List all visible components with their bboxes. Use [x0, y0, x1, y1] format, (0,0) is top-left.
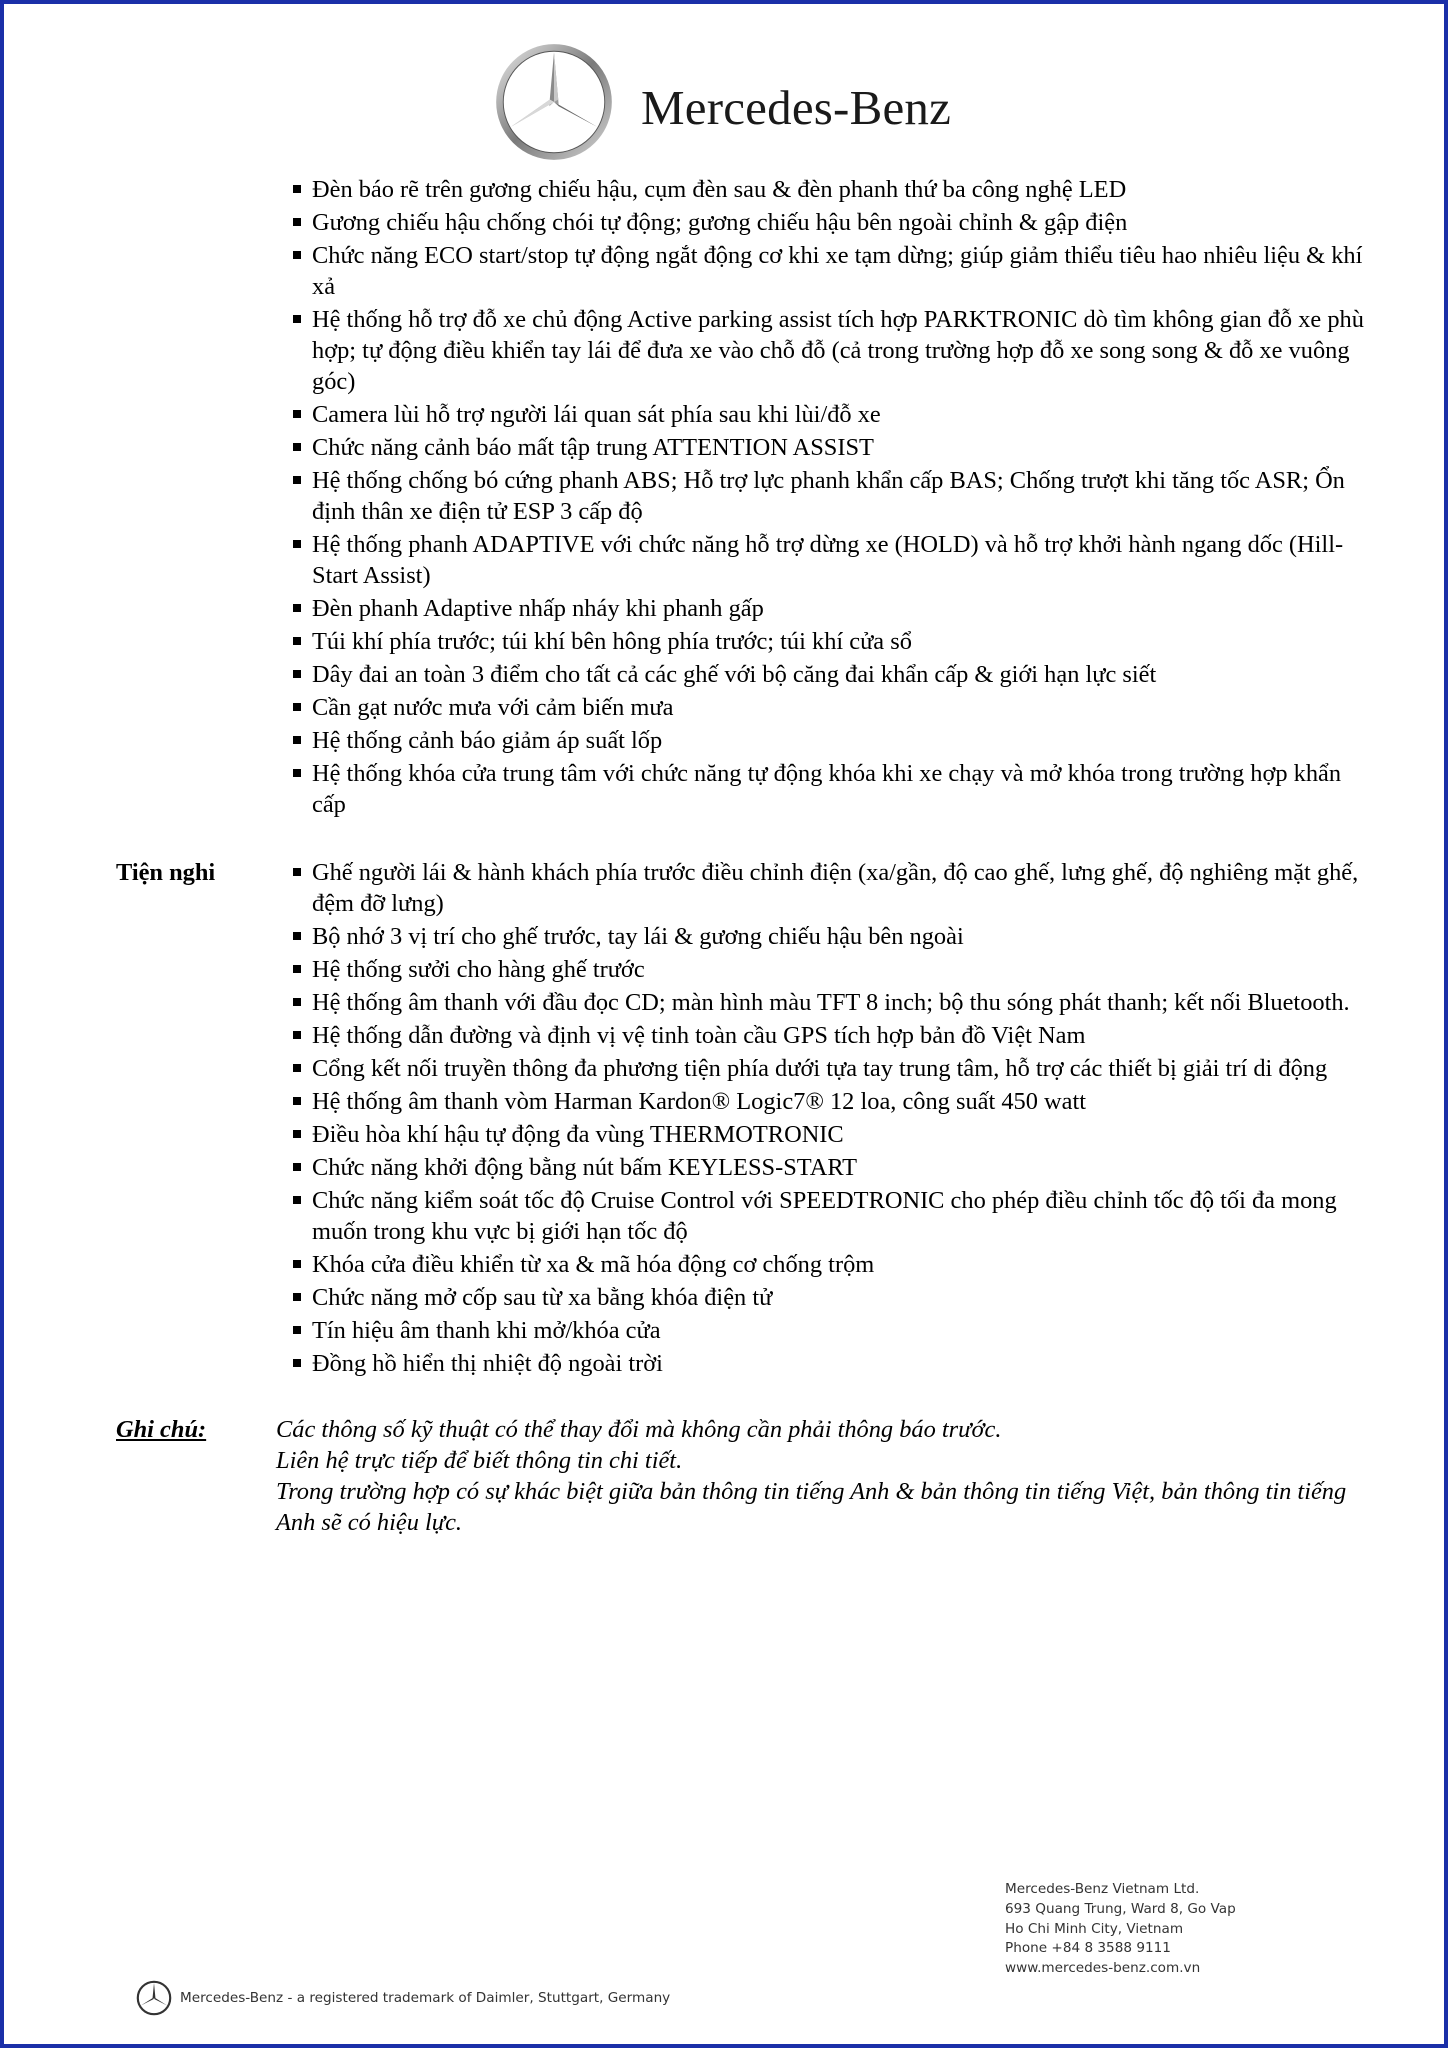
list-item: Bộ nhớ 3 vị trí cho ghế trước, tay lái & gương chiếu hậu bên ngoài [292, 921, 1372, 952]
comfort-section [116, 857, 1372, 1381]
list-item: Túi khí phía trước; túi khí bên hông phía trước; túi khí cửa sổ [292, 626, 1372, 657]
note-line: Trong trường hợp có sự khác biệt giữa bản thông tin tiếng Anh & bản thông tin tiếng Việt, bản thông tin tiếng Anh sẽ có hiệu lực. [276, 1478, 1347, 1536]
list-item: Hệ thống sưởi cho hàng ghế trước [292, 954, 1372, 985]
list-item: Chức năng cảnh báo mất tập trung ATTENTION ASSIST [292, 432, 1372, 463]
list-item: Dây đai an toàn 3 điểm cho tất cả các ghế với bộ căng đai khẩn cấp & giới hạn lực siết [292, 659, 1372, 690]
brand-logo [495, 42, 951, 162]
list-item: Khóa cửa điều khiển từ xa & mã hóa động cơ chống trộm [292, 1249, 1372, 1280]
list-item: Chức năng mở cốp sau từ xa bằng khóa điện tử [292, 1282, 1372, 1313]
list-item: Hệ thống khóa cửa trung tâm với chức năng tự động khóa khi xe chạy và mở khóa trong trường hợp khẩn cấp [292, 758, 1372, 820]
safety-section [116, 174, 1372, 822]
list-item: Camera lùi hỗ trợ người lái quan sát phía sau khi lùi/đỗ xe [292, 399, 1372, 430]
list-item: Hệ thống chống bó cứng phanh ABS; Hỗ trợ lực phanh khẩn cấp BAS; Chống trượt khi tăng tốc ASR; Ổn định thân xe điện tử ESP 3 cấp độ [292, 465, 1372, 527]
list-item: Cổng kết nối truyền thông đa phương tiện phía dưới tựa tay trung tâm, hỗ trợ các thiết bị giải trí di động [292, 1053, 1372, 1084]
list-item: Gương chiếu hậu chống chói tự động; gương chiếu hậu bên ngoài chỉnh & gập điện [292, 207, 1372, 238]
brand-name: Mercedes-Benz [641, 79, 952, 135]
list-item: Ghế người lái & hành khách phía trước điều chỉnh điện (xa/gần, độ cao ghế, lưng ghế, độ nghiêng mặt ghế, đệm đỡ lưng) [292, 857, 1372, 919]
list-item: Hệ thống âm thanh vòm Harman Kardon® Logic7® 12 loa, công suất 450 watt [292, 1086, 1372, 1117]
list-item: Chức năng kiểm soát tốc độ Cruise Control với SPEEDTRONIC cho phép điều chỉnh tốc độ tối đa mong muốn trong khu vực bị giới hạn tốc độ [292, 1185, 1372, 1247]
note-line: Liên hệ trực tiếp để biết thông tin chi tiết. [276, 1447, 683, 1474]
list-item: Chức năng khởi động bằng nút bấm KEYLESS-START [292, 1152, 1372, 1183]
three-pointed-star-icon [136, 1980, 172, 2016]
street-address: 693 Quang Trung, Ward 8, Go Vap [1005, 1900, 1236, 1917]
list-item: Đồng hồ hiển thị nhiệt độ ngoài trời [292, 1348, 1372, 1379]
safety-list [292, 174, 1372, 822]
list-item: Hệ thống cảnh báo giảm áp suất lốp [292, 725, 1372, 756]
comfort-heading: Tiện nghi [116, 859, 216, 886]
note-line: Các thông số kỹ thuật có thể thay đổi mà không cần phải thông báo trước. [276, 1416, 1002, 1443]
list-item: Đèn phanh Adaptive nhấp nháy khi phanh gấp [292, 593, 1372, 624]
company-address [1005, 1880, 1236, 1979]
list-item: Tín hiệu âm thanh khi mở/khóa cửa [292, 1315, 1372, 1346]
city: Ho Chi Minh City, Vietnam [1005, 1920, 1184, 1937]
list-item: Hệ thống phanh ADAPTIVE với chức năng hỗ trợ dừng xe (HOLD) và hỗ trợ khởi hành ngang dốc (Hill-Start Assist) [292, 529, 1372, 591]
website-link[interactable]: www.mercedes-benz.com.vn [1005, 1960, 1201, 1977]
trademark-text: Mercedes-Benz - a registered trademark of Daimler, Stuttgart, Germany [180, 1990, 671, 2006]
list-item: Hệ thống hỗ trợ đỗ xe chủ động Active parking assist tích hợp PARKTRONIC dò tìm không gian đỗ xe phù hợp; tự động điều khiển tay lái để đưa xe vào chỗ đỗ (cả trong trường hợp đỗ xe song song & đỗ xe vuông góc) [292, 304, 1372, 397]
three-pointed-star-icon [495, 43, 613, 161]
note-text [276, 1414, 1372, 1538]
spec-document [116, 174, 1372, 1538]
trademark-line [136, 1980, 670, 2016]
list-item: Điều hòa khí hậu tự động đa vùng THERMOTRONIC [292, 1119, 1372, 1150]
list-item: Hệ thống âm thanh với đầu đọc CD; màn hình màu TFT 8 inch; bộ thu sóng phát thanh; kết nối Bluetooth. [292, 987, 1372, 1018]
list-item: Đèn báo rẽ trên gương chiếu hậu, cụm đèn sau & đèn phanh thứ ba công nghệ LED [292, 174, 1372, 205]
company-name: Mercedes-Benz Vietnam Ltd. [1005, 1881, 1200, 1897]
list-item: Hệ thống dẫn đường và định vị vệ tinh toàn cầu GPS tích hợp bản đồ Việt Nam [292, 1020, 1372, 1051]
comfort-list [292, 857, 1372, 1381]
phone: Phone +84 8 3588 9111 [1005, 1940, 1171, 1957]
note-heading: Ghi chú: [116, 1416, 207, 1443]
list-item: Cần gạt nước mưa với cảm biến mưa [292, 692, 1372, 723]
note-section [116, 1414, 1372, 1538]
list-item: Chức năng ECO start/stop tự động ngắt động cơ khi xe tạm dừng; giúp giảm thiểu tiêu hao nhiêu liệu & khí xả [292, 240, 1372, 302]
